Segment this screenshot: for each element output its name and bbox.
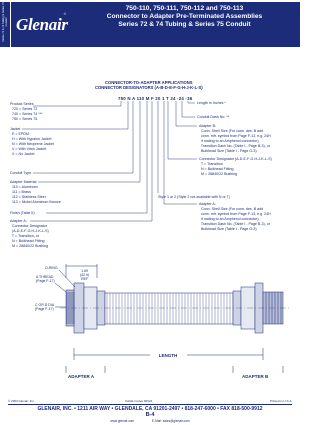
sidebar-text: Series 72 & 74 Tubing & Series 75 Conduit (2, 2, 8, 42)
header-title-line3: Series 72 & 74 Tubing & Series 75 Conduit (118, 21, 251, 29)
copyright-text: © 2003 Glenair, Inc. (8, 399, 35, 403)
footer-divider (8, 404, 292, 405)
designators-title: CONNECTOR DESIGNATORS (A-B-D-E-F-G-H-J-K-L-S) (95, 85, 203, 90)
note-connector-designator: Connector Designator (A-D-E-F-G-H-J-K-L-S) T = Transition N = Bulkhead Fitting M = 28840/22 Bushing (199, 157, 272, 176)
note-product-series: Product Series 720 = Series 72 740 = Series 74 *** 750 = Series 75 (10, 102, 43, 121)
note-adapter-b: Adapter B: Conn. Shell Size (For conn. des. B add conn. mfr. symbol from Page F-13, e.g. 24H if mating to an Amphenol connector), Transition Dash No. (Table I - Page B-3), or Bulkhead Size (Table I - Page G-3) (199, 124, 271, 153)
contact-line: www.glenair.com E-Mail: sales@glenair.com (110, 419, 190, 423)
header-title-line2: Connector to Adapter Pre-Terminated Assemblies (106, 13, 263, 21)
length-dimension-label: LENGTH (158, 353, 178, 358)
oring-label: O-RING (45, 266, 58, 270)
note-adapter-a-size: Adapter A: Conn. Shell Size (For conn. des. B add conn. mfr. symbol from Page F-13, e.g. 24H if mating to an Amphenol connector), Transition Dash No. (Table I - Page B-3), or Bulkhead Size (Table I - Page G-3) (199, 202, 271, 231)
printed-in-text: Printed in U.S.A. (270, 399, 293, 403)
logo-text: Glenair (16, 15, 68, 34)
part-number-example: 750 N A 110 M F 20 1 T 24 -24 -36 (118, 96, 193, 101)
adapter-b-label: ADAPTER B (242, 374, 269, 379)
note-finish: Finish (Table II) (10, 211, 35, 215)
note-jacket: Jacket E = EPDM H = With Hypalon Jacket N = With Neoprene Jacket V = With Viton Jacket X = No Jacket (10, 127, 55, 156)
ref-dimension-label: 1.69 (42.9) REF (80, 269, 90, 282)
note-adapter-material: Adapter Material 110 = Aluminum 111 = Brass 112 = Stainless Steel 113 = Nickel Aluminum Bronze (10, 180, 61, 204)
note-style: Style 1 or 2 (Style 2 not available with N or T) (158, 195, 231, 199)
c-or-d-dia-label: C OR D DIA (Page F-17) (35, 303, 55, 312)
cage-code-text: CAGE Codes 06324 (125, 399, 153, 403)
logo-registered-mark: ® (63, 12, 66, 16)
header-title-line1: 750-110, 750-111, 750-112 and 750-113 (125, 5, 244, 12)
company-address: GLENAIR, INC. • 1211 AIR WAY • GLENDALE, CA 91201-2497 • 818-247-6000 • FAX 818-500-9912 (37, 406, 263, 412)
note-adapter-a: Adapter A: Connector Designator (A-D-E-F-G-H-J-K-L-S) T = Transition, or N = Bulkhead Fitting M = 28840/22 Bushing (10, 219, 49, 248)
note-dash-no: Conduit Dash No. ** (197, 115, 230, 119)
applications-title: CONNECTOR-TO-ADAPTER APPLICATIONS (105, 80, 193, 85)
note-length: Length in Inches * (197, 101, 226, 105)
page-number: B-4 (145, 412, 155, 418)
a-thread-label: A THREAD (Page F-17) (36, 275, 55, 284)
note-conduit-type: Conduit Type (10, 171, 32, 175)
adapter-a-label: ADAPTER A (68, 374, 95, 379)
